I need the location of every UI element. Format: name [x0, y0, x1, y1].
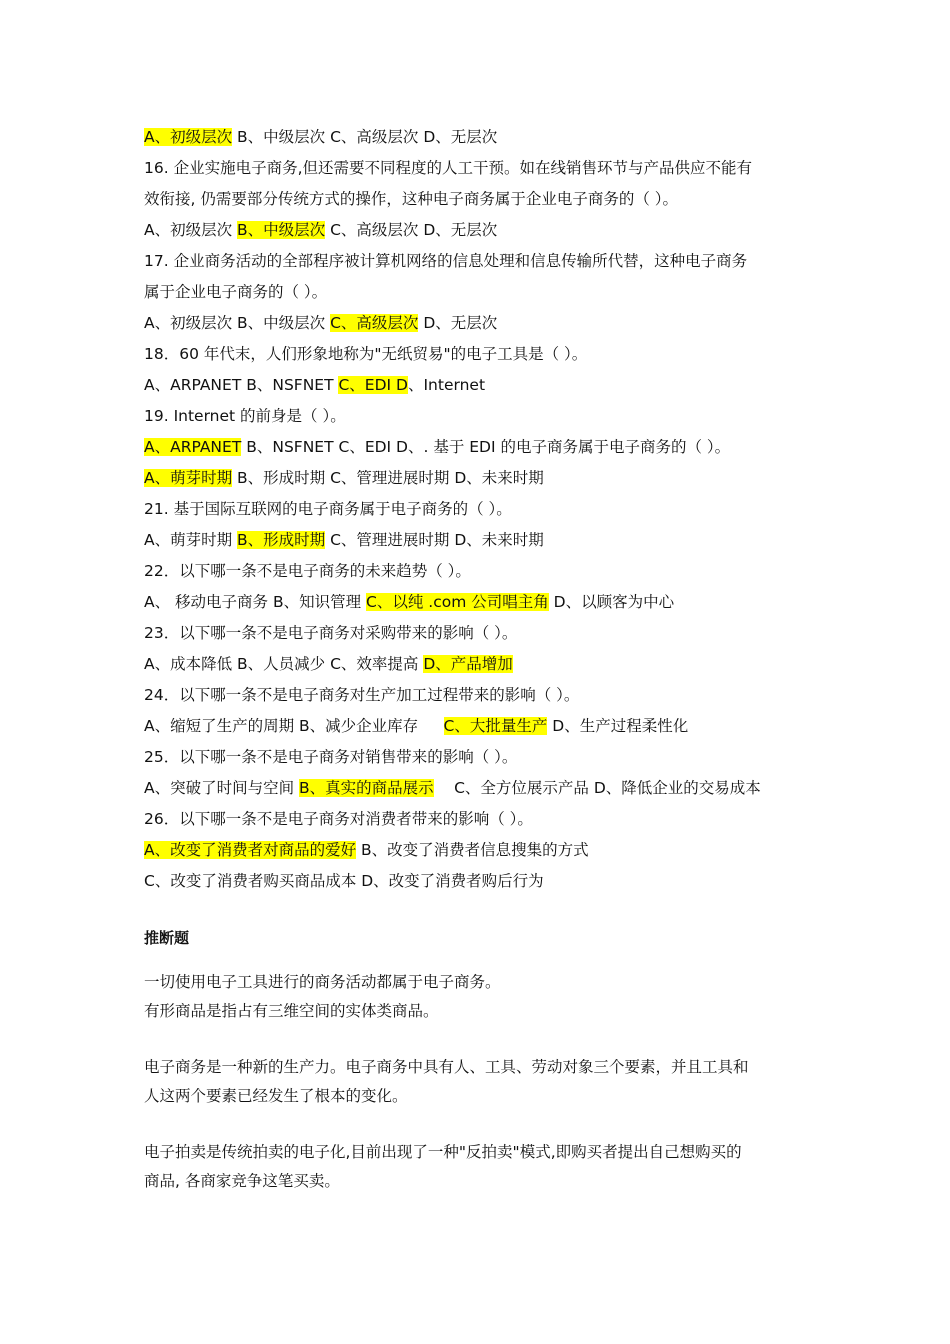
- text-line: [144, 835, 810, 866]
- text-run: 25．以下哪一条不是电子商务对销售带来的影响（ ）。: [144, 748, 518, 766]
- text-run: 23．以下哪一条不是电子商务对采购带来的影响（ ）。: [144, 624, 518, 642]
- text-run: 26．以下哪一条不是电子商务对消费者带来的影响（ ）。: [144, 810, 533, 828]
- text-run: C、管理进展时期 D、未来时期: [325, 531, 544, 549]
- text-run: B、改变了消费者信息搜集的方式: [356, 841, 589, 859]
- true-false-statements: [144, 968, 810, 1196]
- highlighted-answer: A、萌芽时期: [144, 469, 233, 487]
- text-line: [144, 711, 810, 742]
- text-run: 24．以下哪一条不是电子商务对生产加工过程带来的影响（ ）。: [144, 686, 580, 704]
- highlighted-answer: B、真实的商品展示: [299, 779, 434, 797]
- text-run: 21. 基于国际互联网的电子商务属于电子商务的（ ）。: [144, 500, 512, 518]
- text-run: D、以顾客为中心: [548, 593, 675, 611]
- text-run: A、初级层次 B、中级层次: [144, 314, 331, 332]
- question-list: [144, 122, 810, 897]
- section-heading: 推断题: [144, 929, 190, 947]
- document-body: [144, 122, 810, 1196]
- text-line: [144, 308, 810, 339]
- text-line: [144, 277, 810, 308]
- text-run: A、缩短了生产的周期 B、减少企业库存: [144, 717, 444, 735]
- statement-line: 有形商品是指占有三维空间的实体类商品。: [144, 1002, 439, 1020]
- highlighted-answer: B、中级层次: [237, 221, 326, 239]
- text-line: [144, 122, 810, 153]
- text-run: 19. Internet 的前身是（ ）。: [144, 407, 346, 425]
- text-line: [144, 494, 810, 525]
- text-line: [144, 587, 810, 618]
- text-line: [144, 339, 810, 370]
- text-run: 18．60 年代末，人们形象地称为"无纸贸易"的电子工具是（ ）。: [144, 345, 588, 363]
- text-run: 属于企业电子商务的（ ）。: [144, 283, 328, 301]
- text-run: A、萌芽时期: [144, 531, 238, 549]
- text-run: C、高级层次 D、无层次: [325, 221, 498, 239]
- highlighted-answer: C、高级层次: [330, 314, 419, 332]
- text-run: A、突破了时间与空间: [144, 779, 300, 797]
- statement-line: 人这两个要素已经发生了根本的变化。: [144, 1087, 408, 1105]
- text-run: B、形成时期 C、管理进展时期 D、未来时期: [232, 469, 544, 487]
- statement-line: 商品, 各商家竞争这笔买卖。: [144, 1172, 340, 1190]
- text-run: 16. 企业实施电子商务,但还需要不同程度的人工干预。如在线销售环节与产品供应不能有: [144, 159, 753, 177]
- text-line: [144, 804, 810, 835]
- statement-paragraph: [144, 968, 810, 1026]
- text-line: [144, 742, 810, 773]
- text-line: [144, 184, 810, 215]
- text-line: [144, 773, 810, 804]
- text-line: [144, 680, 810, 711]
- text-line: [144, 463, 810, 494]
- text-line: [144, 556, 810, 587]
- statement-line: 一切使用电子工具进行的商务活动都属于电子商务。: [144, 973, 501, 991]
- text-run: C、改变了消费者购买商品成本 D、改变了消费者购后行为: [144, 872, 544, 890]
- text-run: A、 移动电子商务 B、知识管理: [144, 593, 367, 611]
- text-line: [144, 432, 810, 463]
- text-line: [144, 401, 810, 432]
- text-run: 22．以下哪一条不是电子商务的未来趋势（ ）。: [144, 562, 471, 580]
- text-line: [144, 215, 810, 246]
- text-line: [144, 618, 810, 649]
- text-line: [144, 246, 810, 277]
- text-line: [144, 525, 810, 556]
- text-run: 效衔接, 仍需要部分传统方式的操作，这种电子商务属于企业电子商务的（ ）。: [144, 190, 679, 208]
- text-run: D、无层次: [418, 314, 498, 332]
- text-run: A、初级层次: [144, 221, 238, 239]
- text-run: 、Internet: [407, 376, 486, 394]
- text-run: 17. 企业商务活动的全部程序被计算机网络的信息处理和信息传输所代替，这种电子商务: [144, 252, 748, 270]
- text-run: B、中级层次 C、高级层次 D、无层次: [232, 128, 498, 146]
- statement-paragraph: [144, 1053, 810, 1111]
- highlighted-answer: D、产品增加: [423, 655, 513, 673]
- text-run: A、成本降低 B、人员减少 C、效率提高: [144, 655, 424, 673]
- text-run: A、ARPANET B、NSFNET: [144, 376, 339, 394]
- text-line: [144, 866, 810, 897]
- highlighted-answer: B、形成时期: [237, 531, 326, 549]
- text-line: [144, 649, 810, 680]
- statement-paragraph: [144, 1138, 810, 1196]
- highlighted-answer: C、大批量生产: [443, 717, 548, 735]
- text-run: C、全方位展示产品 D、降低企业的交易成本: [433, 779, 761, 797]
- text-run: D、生产过程柔性化: [547, 717, 689, 735]
- text-run: B、NSFNET C、EDI D、. 基于 EDI 的电子商务属于电子商务的（ ）。: [241, 438, 731, 456]
- text-line: [144, 153, 810, 184]
- highlighted-answer: A、初级层次: [144, 128, 233, 146]
- text-line: [144, 370, 810, 401]
- highlighted-answer: C、以纯 .com 公司唱主角: [366, 593, 549, 611]
- highlighted-answer: A、ARPANET: [144, 438, 242, 456]
- highlighted-answer: A、改变了消费者对商品的爱好: [144, 841, 357, 859]
- statement-line: 电子拍卖是传统拍卖的电子化,目前出现了一种"反拍卖"模式,即购买者提出自己想购买的: [144, 1143, 742, 1161]
- statement-line: 电子商务是一种新的生产力。电子商务中具有人、工具、劳动对象三个要素，并且工具和: [144, 1058, 749, 1076]
- highlighted-answer: C、EDI D: [338, 376, 408, 394]
